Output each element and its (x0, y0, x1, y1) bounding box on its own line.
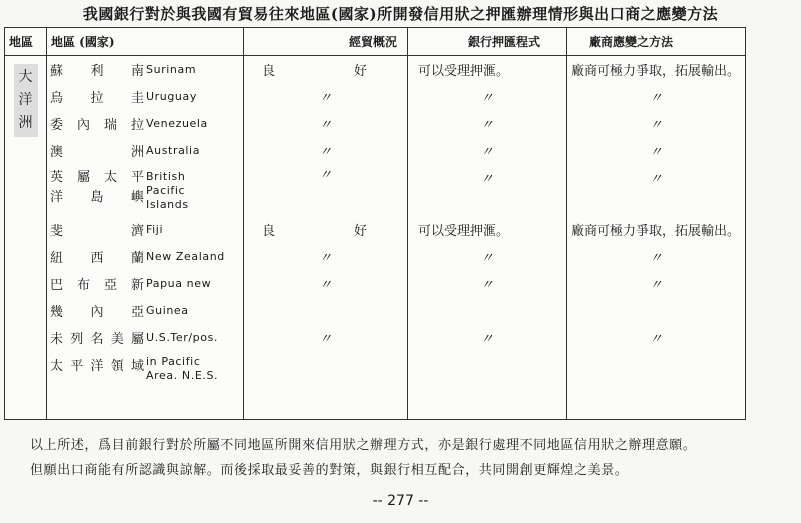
condition-row (244, 164, 407, 206)
area-en: Australia (146, 143, 201, 157)
area-en: Guinea (146, 303, 189, 317)
ditto-mark: 〃 (480, 118, 494, 133)
method-row (567, 297, 745, 324)
header-area: 地區 (國家) (47, 28, 244, 56)
cn-char: 圭 (130, 91, 144, 106)
area-en: Venezuela (146, 116, 208, 130)
cn-char: 巴 (50, 278, 64, 293)
area-row (47, 270, 243, 297)
condition-row (244, 83, 407, 110)
header-condition: 經貿概況 (244, 28, 408, 56)
area-row (47, 110, 243, 137)
form-row (408, 83, 566, 110)
cn-char: 平 (70, 359, 84, 374)
method-row (567, 110, 745, 137)
area-row (47, 216, 243, 243)
method-row (567, 137, 745, 164)
method-row (567, 83, 745, 110)
ditto-mark: 〃 (649, 91, 663, 106)
area-en: U.S.Ter/pos. (146, 330, 219, 344)
cn-char: 洋 (90, 359, 104, 374)
region-char: 洋 (18, 92, 33, 108)
area-en: Surinam (146, 62, 197, 76)
cn-char: 新 (130, 278, 144, 293)
cn-char: 紐 (50, 251, 64, 266)
ditto-mark: 〃 (649, 332, 663, 347)
region-char: 洲 (18, 115, 33, 131)
ditto-mark: 〃 (480, 91, 494, 106)
cn-char: 名 (90, 332, 104, 347)
condition-row (244, 297, 407, 324)
ditto-mark: 〃 (318, 168, 332, 183)
form-row (408, 164, 566, 206)
cn-char: 平 (130, 170, 144, 185)
form-row (408, 270, 566, 297)
condition-row (244, 56, 407, 83)
cn-char: 瑞 (103, 118, 117, 133)
condition-row (244, 216, 407, 243)
ditto-mark: 〃 (480, 172, 494, 187)
ditto-mark: 〃 (480, 332, 494, 347)
area-row (47, 164, 243, 211)
row-gap (408, 206, 566, 216)
method-column (567, 56, 746, 420)
header-method: 廠商應變之方法 (567, 28, 746, 56)
ditto-mark: 〃 (318, 91, 332, 106)
header-region: 地區 (5, 28, 47, 56)
area-en: Uruguay (146, 89, 197, 103)
area-en-line: Area. N.E.S. (146, 369, 219, 382)
area-row (47, 243, 243, 270)
cn-char: 濟 (130, 224, 144, 239)
area-row (47, 297, 243, 324)
area-row (47, 324, 243, 351)
cn-char: 內 (76, 118, 90, 133)
cn-char: 烏 (50, 91, 64, 106)
area-en (144, 168, 189, 212)
area-en (144, 355, 218, 383)
cn-char: 幾 (50, 305, 64, 320)
method-row (567, 324, 745, 351)
cn-char: 領 (110, 359, 124, 374)
cn-char: 委 (50, 118, 64, 133)
ditto-mark: 〃 (318, 251, 332, 266)
cn-char: 拉 (90, 91, 104, 106)
cn-char: 域 (130, 359, 144, 374)
cn-char: 太 (103, 170, 117, 185)
form-row (408, 110, 566, 137)
area-en: Fiji (146, 222, 164, 236)
area-en-line: in Pacific (146, 355, 201, 368)
form-row (408, 297, 566, 324)
region-char: 大 (18, 69, 33, 85)
ditto-mark: 〃 (318, 332, 332, 347)
cn-char: 拉 (130, 118, 144, 133)
area-row (47, 351, 243, 393)
page-title: 我國銀行對於與我國有貿易往來地區(國家)所開發信用狀之押匯辦理情形與出口商之應變方法 (82, 5, 719, 23)
form-row: 可以受理押滙。 (418, 64, 510, 79)
trade-table (4, 27, 746, 420)
cn-char: 亞 (103, 278, 117, 293)
form-row: 可以受理押滙。 (418, 224, 510, 239)
method-row: 廠商可極力爭取，拓展輸出。 (571, 64, 741, 79)
ditto-mark: 〃 (649, 145, 663, 160)
cn-char: 屬 (76, 170, 90, 185)
cn-char: 利 (90, 64, 104, 79)
cn-char: 洲 (130, 145, 144, 160)
cn-char: 美 (110, 332, 124, 347)
cn-char: 內 (90, 305, 104, 320)
condition-char: 好 (353, 224, 367, 239)
ditto-mark: 〃 (649, 118, 663, 133)
cn-char: 蘭 (130, 251, 144, 266)
area-en-line: Pacific (146, 184, 186, 197)
footer-line: 但願出口商能有所認識與諒解。而後採取最妥善的對策，與銀行相互配合，共同開創更輝煌之美景。 (30, 463, 629, 478)
page-number: -- 277 -- (372, 493, 429, 509)
method-row (567, 270, 745, 297)
form-column (408, 56, 567, 420)
cn-char: 斐 (50, 224, 64, 239)
ditto-mark: 〃 (318, 118, 332, 133)
cn-char: 屬 (130, 332, 144, 347)
form-row (408, 137, 566, 164)
ditto-mark: 〃 (318, 145, 332, 160)
cn-char: 亞 (130, 305, 144, 320)
cn-char: 蘇 (50, 64, 64, 79)
cn-char: 未 (50, 332, 64, 347)
ditto-mark: 〃 (649, 172, 663, 187)
area-en-line: Islands (146, 198, 189, 211)
row-gap (567, 206, 745, 216)
condition-column (244, 56, 408, 420)
area-en: New Zealand (146, 249, 225, 263)
method-row: 廠商可極力爭取，拓展輸出。 (571, 224, 741, 239)
cn-char: 洋 (50, 190, 64, 205)
ditto-mark: 〃 (480, 145, 494, 160)
footer-line: 以上所述，爲目前銀行對於所屬不同地區所開來信用狀之辦理方式，亦是銀行處理不同地區信用狀之辦理意願。 (30, 438, 697, 453)
area-row (47, 83, 243, 110)
region-cell (5, 56, 47, 420)
area-column (47, 56, 244, 420)
cn-char: 嶼 (130, 190, 144, 205)
cn-char: 澳 (50, 145, 64, 160)
cn-char: 布 (76, 278, 90, 293)
condition-char: 良 (262, 224, 276, 239)
condition-row (244, 110, 407, 137)
ditto-mark: 〃 (649, 251, 663, 266)
area-row (47, 137, 243, 164)
row-gap (244, 206, 407, 216)
footer-text (30, 433, 790, 483)
cn-char: 列 (70, 332, 84, 347)
area-row (47, 56, 243, 83)
ditto-mark: 〃 (649, 278, 663, 293)
area-en-line: British (146, 170, 186, 183)
cn-char: 西 (90, 251, 104, 266)
cn-char: 南 (130, 64, 144, 79)
ditto-mark: 〃 (318, 278, 332, 293)
condition-char: 良 (262, 64, 276, 79)
condition-row (244, 137, 407, 164)
method-row (567, 243, 745, 270)
condition-row (244, 324, 407, 351)
header-form: 銀行押匯程式 (408, 28, 567, 56)
ditto-mark: 〃 (480, 251, 494, 266)
form-row (408, 243, 566, 270)
condition-row (244, 243, 407, 270)
method-row (567, 164, 745, 206)
area-en: Papua new (146, 276, 212, 290)
cn-char: 島 (90, 190, 104, 205)
cn-char: 太 (50, 359, 64, 374)
region-label (14, 64, 38, 137)
cn-char: 英 (50, 170, 64, 185)
condition-char: 好 (353, 64, 367, 79)
form-row (408, 324, 566, 351)
ditto-mark: 〃 (480, 278, 494, 293)
condition-row (244, 270, 407, 297)
